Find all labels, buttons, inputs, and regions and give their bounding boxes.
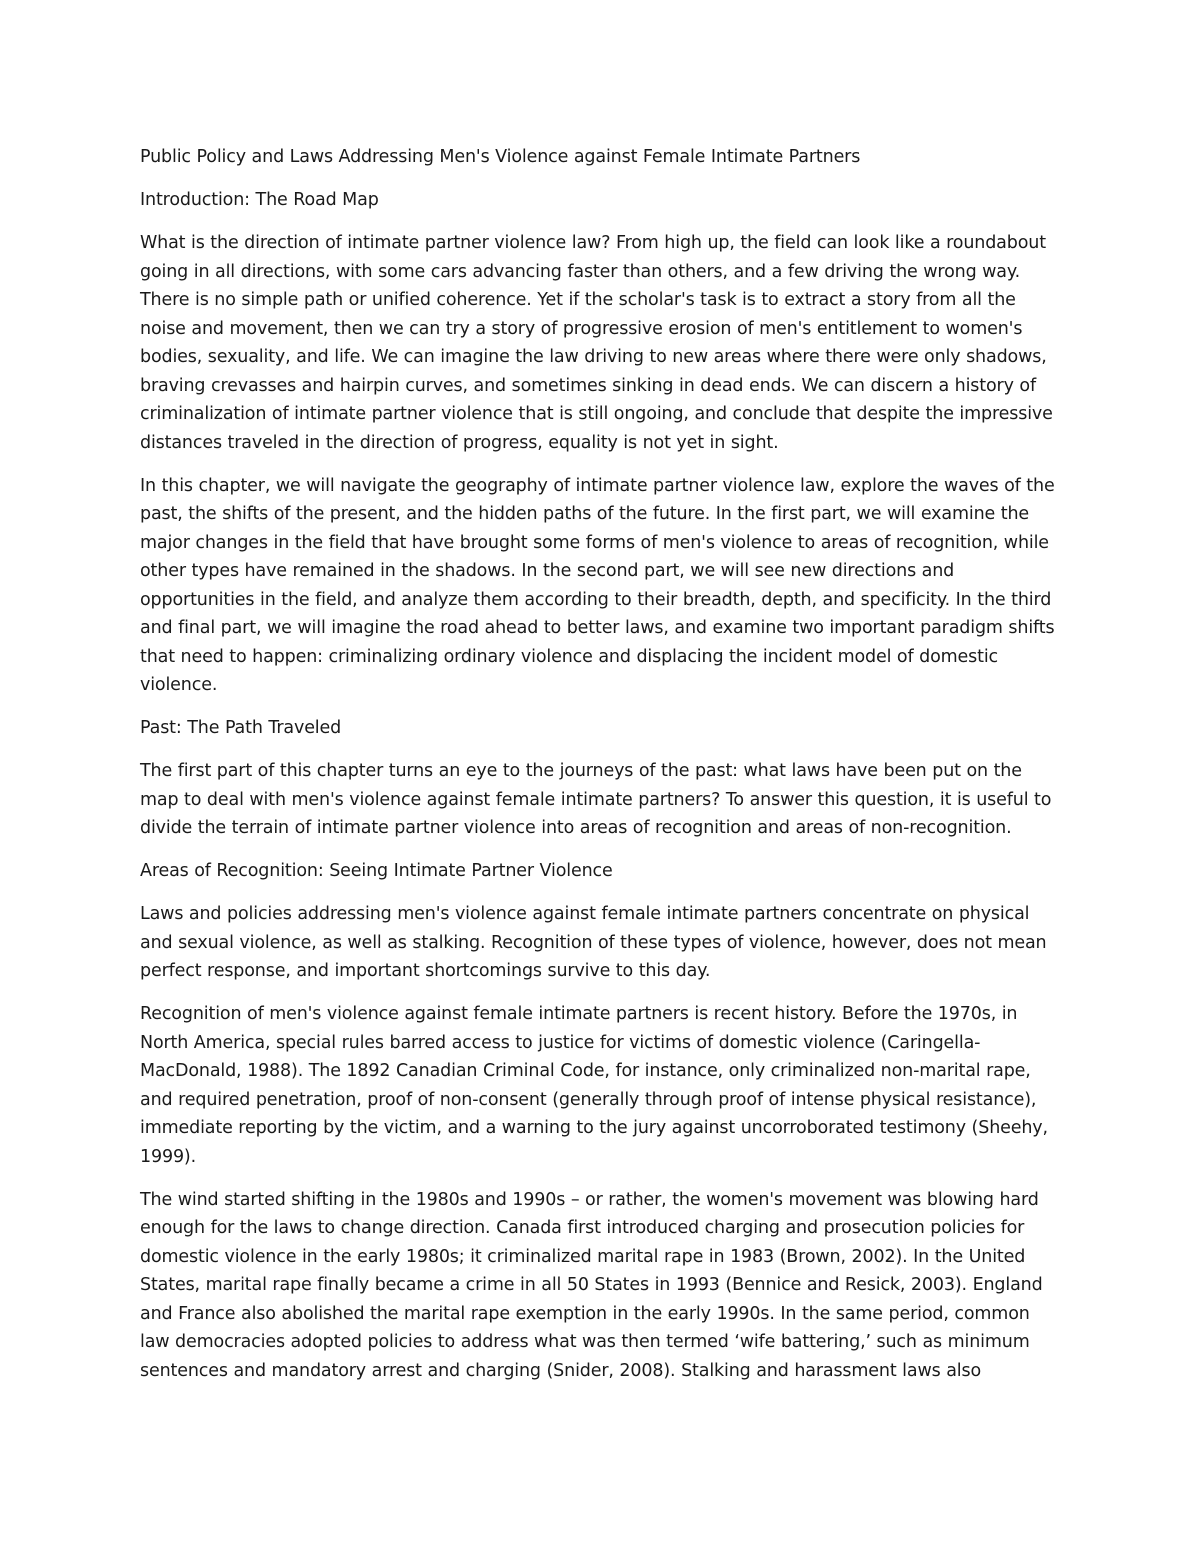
section-heading-recognition: Areas of Recognition: Seeing Intimate Partner Violence xyxy=(140,861,613,881)
section-heading-introduction: Introduction: The Road Map xyxy=(140,190,379,210)
paragraph-intro-2: In this chapter, we will navigate the geography of intimate partner violence law, explore the waves of the past, the shifts of the present, and the hidden paths of the future. In the first part, we will examine the major changes in the field that have brought some forms of men's violence to areas of recognition, while other types have remained in the shadows. In the second part, we will see new directions and opportunities in the field, and analyze them according to their breadth, depth, and specificity. In the third and final part, we will imagine the road ahead to better laws, and examine two important paradigm shifts that need to happen: criminalizing ordinary violence and displacing the incident model of domestic violence. xyxy=(140,475,1055,695)
paragraph-recognition-2: Recognition of men's violence against female intimate partners is recent history. Before the 1970s, in North America, special rules barred access to justice for victims of domestic violence (Caringella-MacDonald, 1988). The 1892 Canadian Criminal Code, for instance, only criminalized non-marital rape, and required penetration, proof of non-consent (generally through proof of intense physical resistance), immediate reporting by the victim, and a warning to the jury against uncorroborated testimony (Sheehy, 1999). xyxy=(140,1004,1048,1167)
paragraph-intro-1: What is the direction of intimate partner violence law? From high up, the field can look like a roundabout going in all directions, with some cars advancing faster than others, and a few driving the wrong way. There is no simple path or unified coherence. Yet if the scholar's task is to extract a story from all the noise and movement, then we can try a story of progressive erosion of men's entitlement to women's bodies, sexuality, and life. We can imagine the law driving to new areas where there were only shadows, braving crevasses and hairpin curves, and sometimes sinking in dead ends. We can discern a history of criminalization of intimate partner violence that is still ongoing, and conclude that despite the impressive distances traveled in the direction of progress, equality is not yet in sight. xyxy=(140,233,1053,453)
paragraph-past: The first part of this chapter turns an eye to the journeys of the past: what laws have been put on the map to deal with men's violence against female intimate partners? To answer this question, it is useful to divide the terrain of intimate partner violence into areas of recognition and areas of non-recognition. xyxy=(140,761,1052,838)
paragraph-recognition-1: Laws and policies addressing men's violence against female intimate partners concentrate on physical and sexual violence, as well as stalking. Recognition of these types of violence, however, does not mean perfect response, and important shortcomings survive to this day. xyxy=(140,904,1047,981)
document-body xyxy=(140,143,1064,1400)
paragraph-recognition-3: The wind started shifting in the 1980s and 1990s – or rather, the women's movement was blowing hard enough for the laws to change direction. Canada first introduced charging and prosecution policies for domestic violence in the early 1980s; it criminalized marital rape in 1983 (Brown, 2002). In the United States, marital rape finally became a crime in all 50 States in 1993 (Bennice and Resick, 2003). England and France also abolished the marital rape exemption in the early 1990s. In the same period, common law democracies adopted policies to address what was then termed ‘wife battering,’ such as minimum sentences and mandatory arrest and charging (Snider, 2008). Stalking and harassment laws also xyxy=(140,1189,1043,1381)
document-title: Public Policy and Laws Addressing Men's Violence against Female Intimate Partners xyxy=(140,147,861,167)
section-heading-past: Past: The Path Traveled xyxy=(140,718,342,738)
